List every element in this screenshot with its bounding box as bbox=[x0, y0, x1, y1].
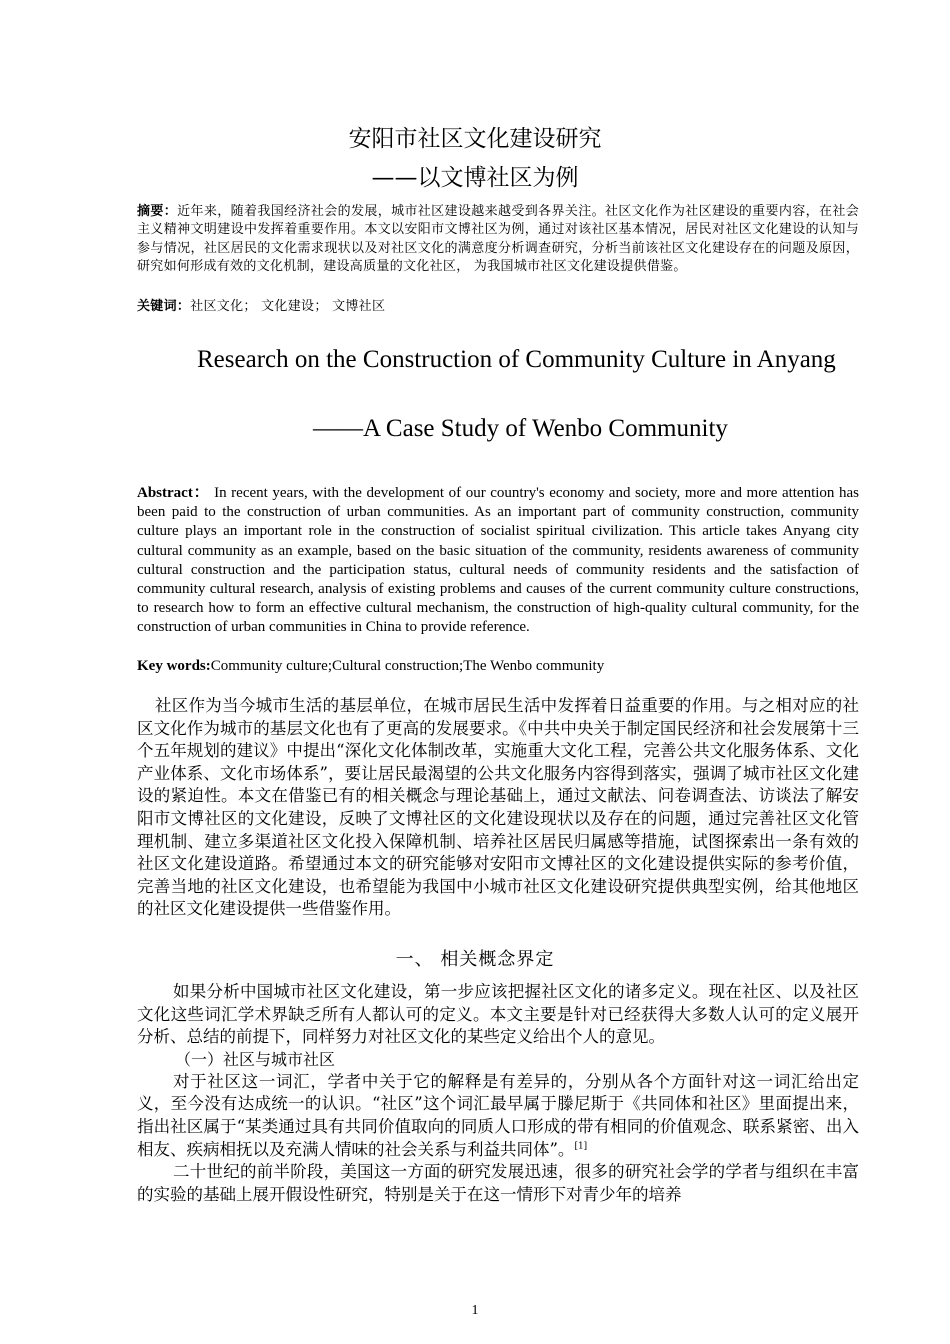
keywords-cn-text: 社区文化； 文化建设； 文博社区 bbox=[190, 299, 386, 314]
section-1-paragraph-1: 如果分析中国城市社区文化建设，第一步应该把握社区文化的诸多定义。现在社区、以及社区文化这些词汇学术界缺乏所有人都认可的定义。本文主要是针对已经获得大多数人认可的定义展开分析、总结的前提下，同样努力对社区文化的某些定义给出个人的意见。 bbox=[137, 982, 859, 1047]
abstract-cn-label: 摘要： bbox=[137, 204, 178, 219]
abstract-cn-text: 近年来，随着我国经济社会的发展，城市社区建设越来越受到各界关注。社区文化作为社区建设的重要内容，在社会主义精神文明建设中发挥着重要作用。本文以安阳市文博社区为例，通过对该社区基本情况，居民对社区文化建设的认知与参与情况，社区居民的文化需求现状以及对社区文化的满意度分析调查研究，分析当前该社区文化建设存在的问题及原因，研究如何形成有效的文化机制，建设高质量的文化社区， 为我国城市社区文化建设提供借鉴。 bbox=[137, 204, 859, 275]
paper-subtitle-en: ——A Case Study of Wenbo Community bbox=[313, 415, 728, 442]
section-1-heading: 一、 相关概念界定 bbox=[395, 949, 555, 970]
citation-ref: [1] bbox=[574, 1141, 588, 1152]
section-1-subheading: （一）社区与城市社区 bbox=[175, 1049, 336, 1069]
abstract-en-text: In recent years, with the development of our country's economy and society, more and more attention has been paid to the construction of urban communities. As an important part of community construction, community culture plays an important role in the construction of socialist spiritual civilization. This article takes Anyang city cultural community as an example, based on the basic situation of the community, residents awareness of community cultural construction and the participation status, cultural needs of community residents and the satisfaction of community cultural research, analysis of existing problems and causes of the current community culture constructions, to research how to form an effective cultural mechanism, the construction of high-quality cultural community, for the construction of urban communities in China to provide reference. bbox=[137, 485, 860, 636]
keywords-en-text: Community culture;Cultural construction;The Wenbo community bbox=[210, 658, 605, 674]
section-1-body bbox=[137, 981, 859, 1206]
abstract-en-label: Abstract： bbox=[137, 485, 210, 501]
keywords-cn bbox=[137, 298, 859, 316]
paper-title-cn: 安阳市社区文化建设研究 bbox=[348, 126, 602, 152]
keywords-en-label: Key words: bbox=[137, 658, 211, 674]
paper-title-en: Research on the Construction of Community Culture in Anyang bbox=[197, 346, 836, 373]
paper-subtitle-cn: ——以文博社区为例 bbox=[371, 165, 579, 191]
abstract-cn bbox=[137, 203, 859, 277]
page-number: 1 bbox=[471, 1303, 479, 1318]
abstract-en bbox=[137, 484, 859, 638]
keywords-en bbox=[137, 657, 859, 676]
keywords-cn-label: 关键词： bbox=[137, 299, 191, 314]
intro-paragraph: 社区作为当今城市生活的基层单位，在城市居民生活中发挥着日益重要的作用。与之相对应的社区文化作为城市的基层文化也有了更高的发展要求。《中共中央关于制定国民经济和社会发展第十三个五年规划的建议》中提出“深化文化体制改革，实施重大文化工程，完善公共文化服务体系、文化产业体系、文化市场体系”，要让居民最渴望的公共文化服务内容得到落实，强调了城市社区文化建设的紧迫性。本文在借鉴已有的相关概念与理论基础上，通过文献法、问卷调查法、访谈法了解安阳市文博社区的文化建设，反映了文博社区的文化建设现状以及存在的问题，通过完善社区文化管理机制、建立多渠道社区文化投入保障机制、培养社区居民归属感等措施，试图探索出一条有效的社区文化建设道路。希望通过本文的研究能够对安阳市文博社区的文化建设提供实际的参考价值，完善当地的社区文化建设，也希望能为我国中小城市社区文化建设研究提供典型实例，给其他地区的社区文化建设提供一些借鉴作用。 bbox=[137, 696, 859, 919]
section-1-paragraph-2-text: 对于社区这一词汇，学者中关于它的解释是有差异的，分别从各个方面针对这一词汇给出定义，至今没有达成统一的认识。“社区”这个词汇最早属于滕尼斯于《共同体和社区》里面提出来，指出社区属于“某类通过具有共同价值取向的同质人口形成的带有相同的价值观念、联系紧密、出入相友、疾病相抚以及充满人情味的社会关系与利益共同体”。 bbox=[137, 1071, 859, 1159]
section-1-paragraph-2 bbox=[137, 1071, 859, 1161]
intro-section bbox=[137, 695, 859, 921]
section-1-paragraph-3: 二十世纪的前半阶段，美国这一方面的研究发展迅速，很多的研究社会学的学者与组织在丰富的实验的基础上展开假设性研究，特别是关于在这一情形下对青少年的培养 bbox=[137, 1162, 859, 1204]
